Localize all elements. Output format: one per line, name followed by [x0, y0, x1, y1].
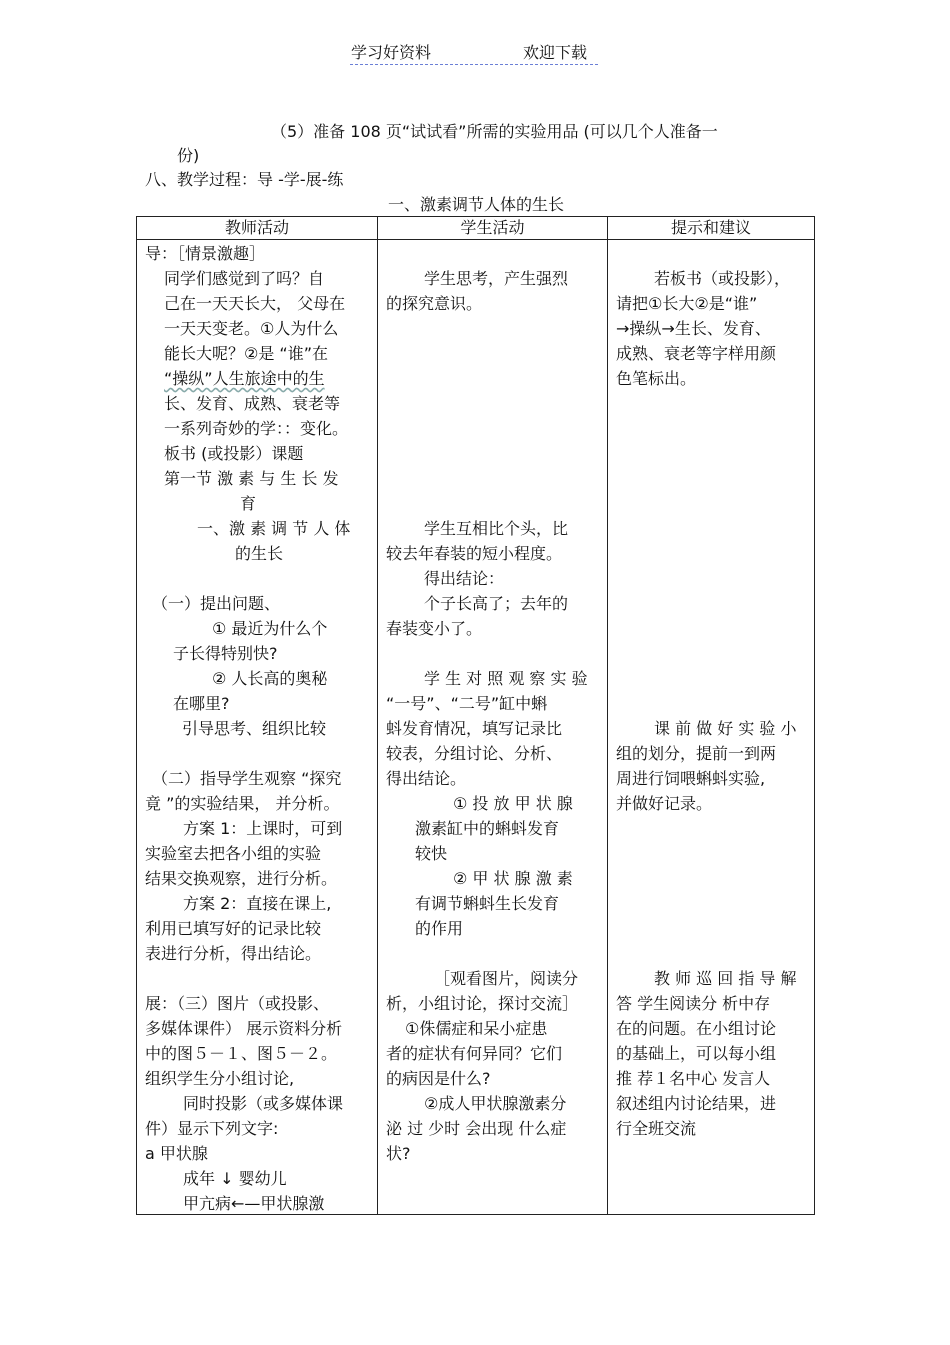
teacher-line: 竟 ”的实验结果， 并分析。 [145, 794, 340, 813]
tips-line: 的基础上，可以每小组 [616, 1044, 777, 1063]
teacher-line: 的生长 [235, 544, 284, 563]
teacher-line: “操纵”人生旅途中的生 [164, 369, 325, 388]
teacher-line: 件）显示下列文字: [145, 1119, 279, 1138]
student-line: 的作用 [415, 919, 464, 938]
tips-line: →操纵→生长、发育、 [616, 319, 771, 338]
teacher-line: 一系列奇妙的学：：变化。 [164, 419, 349, 438]
table-title: 一、激素调节人体的生长 [388, 195, 565, 214]
student-line: 激素缸中的蝌蚪发育 [415, 819, 560, 838]
student-line: ② 甲 状 腺 激 素 [453, 869, 573, 888]
student-line: 得出结论： [424, 569, 505, 588]
teacher-line: （一）提出问题、 [152, 594, 281, 613]
teacher-line: 引导思考、组织比较 [182, 719, 327, 738]
teacher-line: 成年 ↓ 婴幼儿 [183, 1169, 287, 1188]
teacher-line: 同学们感觉到了吗？自 [164, 269, 325, 288]
teacher-line: 能长大呢？②是 “谁”在 [164, 344, 329, 363]
student-line: 泌 过 少时 会出现 什么症 [386, 1119, 567, 1138]
tips-line: 周进行饲喂蝌蚪实验, [616, 769, 766, 788]
teacher-line: ① 最近为什么个 [212, 619, 328, 638]
student-line: 蚪发育情况，填写记录比 [386, 719, 563, 738]
header-divider [350, 64, 598, 65]
tips-line: 组的划分，提前一到两 [616, 744, 777, 763]
teacher-line: 子长得特别快? [173, 644, 278, 663]
teacher-line: 一、激 素 调 节 人 体 [197, 519, 351, 538]
teacher-line: 方案 1：上课时，可到 [183, 819, 343, 838]
teacher-line: 甲亢病←—甲状腺激 [183, 1194, 325, 1213]
student-line: 者的症状有何异同？它们 [386, 1044, 563, 1063]
tips-line: 课 前 做 好 实 验 小 [654, 719, 797, 738]
header-student: 学生活动 [378, 217, 608, 240]
student-line: 有调节蝌蚪生长发育 [415, 894, 560, 913]
teacher-line: 表进行分析，得出结论。 [145, 944, 322, 963]
teacher-line: 己在一天天长大， 父母在 [164, 294, 346, 313]
teacher-line: a 甲状腺 [145, 1144, 208, 1163]
teacher-line: 一天天变老。①人为什么 [164, 319, 339, 338]
teacher-line: 多媒体课件） 展示资料分析 [145, 1019, 343, 1038]
student-line: 个子长高了；去年的 [424, 594, 569, 613]
tips-line: 在的问题。在小组讨论 [616, 1019, 777, 1038]
student-line: “一号”、“二号”缸中蝌 [386, 694, 548, 713]
teacher-line: （二）指导学生观察 “探究 [152, 769, 342, 788]
tips-line: 答 学生阅读分 析中存 [616, 994, 771, 1013]
teacher-line: 同时投影（或多媒体课 [183, 1094, 344, 1113]
student-line: 学 生 对 照 观 察 实 验 [424, 669, 588, 688]
tips-line: 请把①长大②是“谁” [616, 294, 758, 313]
prep-item-line1: （5）准备 108 页“试试看”所需的实验用品 (可以几个人准备一 [271, 122, 718, 141]
teacher-line: 中的图５－１、图５－２。 [145, 1044, 338, 1063]
teacher-line: 导：［情景激趣］ [145, 244, 266, 263]
student-line: 春装变小了。 [386, 619, 483, 638]
tips-line: 教 师 巡 回 指 导 解 [654, 969, 797, 988]
teacher-line: 展：（三）图片（或投影、 [145, 994, 330, 1013]
teacher-cell [137, 240, 378, 1215]
student-line: 较表，分组讨论、分析、 [386, 744, 563, 763]
teacher-line: 在哪里? [173, 694, 230, 713]
tips-line: 叙述组内讨论结果，进 [616, 1094, 777, 1113]
student-line: ［观看图片，阅读分 [434, 969, 579, 988]
header-tips: 提示和建议 [608, 217, 815, 240]
teacher-line: 结果交换观察，进行分析。 [145, 869, 338, 888]
student-line: ②成人甲状腺激素分 [424, 1094, 567, 1113]
tips-line: 成熟、衰老等字样用颜 [616, 344, 777, 363]
student-line: 状? [386, 1144, 411, 1163]
student-line: ① 投 放 甲 状 腺 [453, 794, 573, 813]
section-heading: 八、教学过程：导 -学-展-练 [145, 170, 344, 189]
teacher-line: 实验室去把各小组的实验 [145, 844, 322, 863]
teacher-line: 板书 (或投影）课题 [164, 444, 304, 463]
teacher-line: ② 人长高的奥秘 [212, 669, 328, 688]
teacher-line: 育 [240, 494, 257, 513]
student-cell [378, 240, 608, 1215]
tips-line: 推 荐１名中心 发言人 [616, 1069, 771, 1088]
tips-line: 行全班交流 [616, 1119, 697, 1138]
header-right: 欢迎下载 [523, 43, 588, 62]
teacher-line: 第一节 激 素 与 生 长 发 [164, 469, 339, 488]
lesson-table [136, 216, 815, 1215]
prep-item-line2: 份) [177, 146, 200, 165]
tips-line: 并做好记录。 [616, 794, 713, 813]
teacher-line: 长、发育、成熟、衰老等 [164, 394, 341, 413]
student-line: 的病因是什么? [386, 1069, 491, 1088]
student-line: 学生互相比个头，比 [424, 519, 569, 538]
tips-line: 若板书（或投影）， [654, 269, 791, 288]
student-line: 析，小组讨论，探讨交流］ [386, 994, 579, 1013]
student-line: 学生思考，产生强烈 [424, 269, 569, 288]
header-teacher: 教师活动 [137, 217, 378, 240]
student-line: ①侏儒症和呆小症患 [405, 1019, 548, 1038]
teacher-line: 方案 2：直接在课上, [183, 894, 332, 913]
teacher-line: 组织学生分小组讨论, [145, 1069, 295, 1088]
student-line: 较快 [415, 844, 448, 863]
tips-line: 色笔标出。 [616, 369, 697, 388]
tips-cell [608, 240, 815, 1215]
student-line: 较去年春装的短小程度。 [386, 544, 563, 563]
student-line: 得出结论。 [386, 769, 467, 788]
header-left: 学习好资料 [351, 43, 432, 62]
student-line: 的探究意识。 [386, 294, 483, 313]
teacher-line: 利用已填写好的记录比较 [145, 919, 322, 938]
